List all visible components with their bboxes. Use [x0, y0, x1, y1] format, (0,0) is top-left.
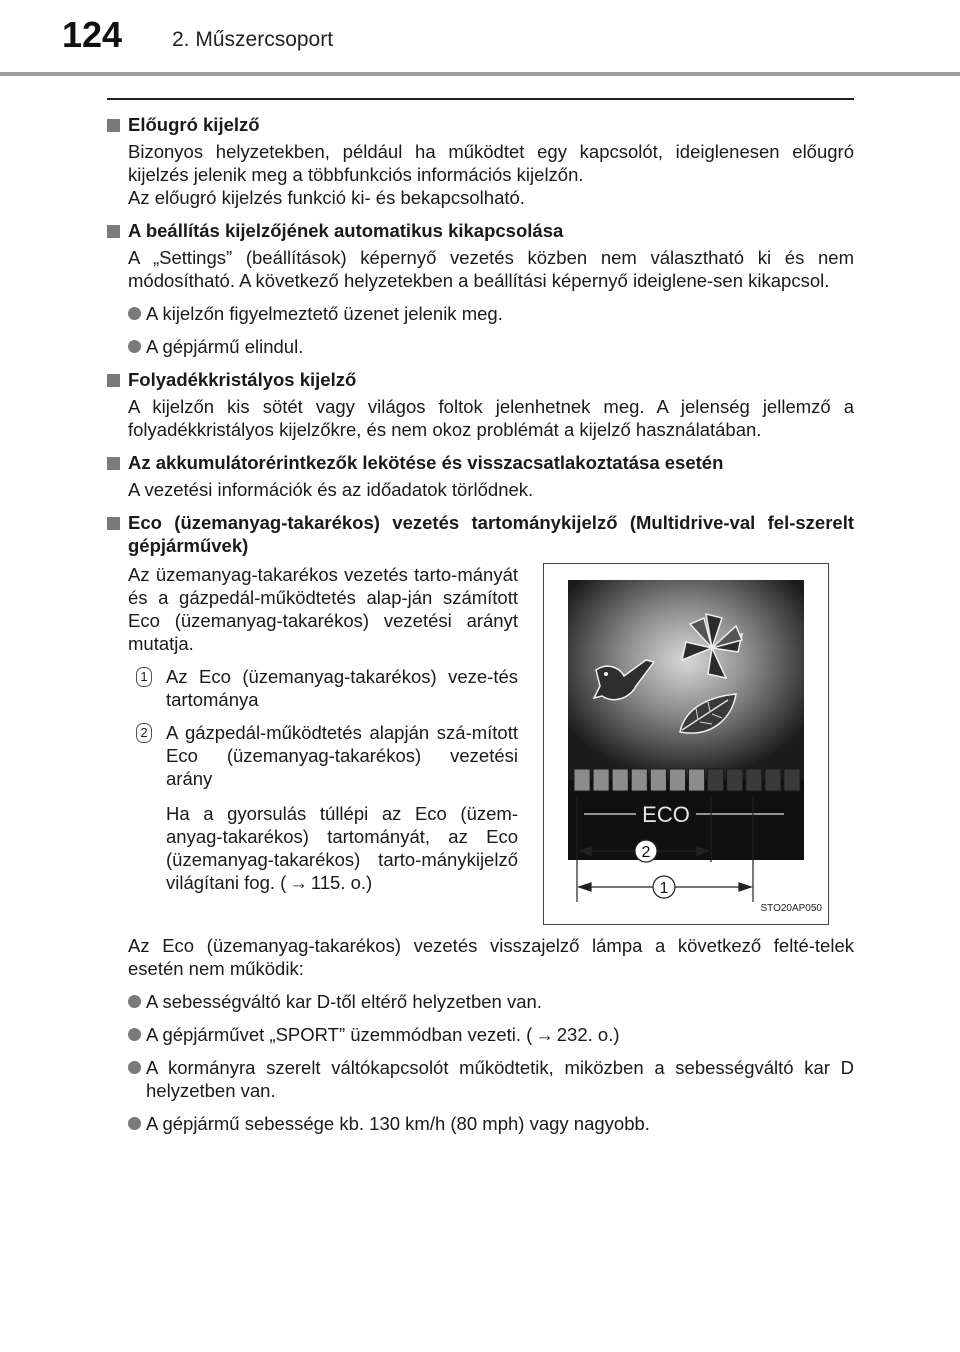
square-bullet-icon — [107, 374, 120, 387]
list-item: A kijelzőn figyelmeztető üzenet jelenik meg. — [107, 302, 854, 325]
arrow-right-icon: → — [535, 1024, 554, 1045]
header-bar — [0, 72, 960, 76]
square-bullet-icon — [107, 457, 120, 470]
eco-segment — [746, 769, 762, 791]
eco-segment — [727, 769, 743, 791]
arrow-right-icon: → — [289, 872, 308, 893]
square-bullet-icon — [107, 225, 120, 238]
numbered-item: 2 A gázpedál-működtetés alapján szá-mított Eco (üzemanyag-takarékos) vezetési arány — [128, 721, 518, 790]
eco-segment — [612, 769, 628, 791]
section-heading: Az akkumulátorérintkezők lekötése és visszacsatlakoztatása esetén — [107, 451, 854, 474]
page-content — [107, 105, 854, 1135]
round-bullet-icon — [128, 1117, 141, 1130]
list-item: A gépjármű elindul. — [107, 335, 854, 358]
eco-display-figure — [543, 563, 829, 925]
round-bullet-icon — [128, 340, 141, 353]
page-header — [0, 0, 960, 80]
round-bullet-icon — [128, 1061, 141, 1074]
section-title: 2. Műszercsoport — [172, 28, 334, 51]
page-number: 124 — [62, 14, 123, 55]
eco-display-label: ECO — [642, 802, 690, 827]
list-item: A sebességváltó kar D-től eltérő helyzetben van. — [107, 990, 854, 1013]
figure-code: STO20AP050 — [760, 903, 822, 914]
section-heading: A beállítás kijelzőjének automatikus kikapcsolása — [107, 219, 854, 242]
eco-segment — [708, 769, 724, 791]
eco-segment — [689, 769, 705, 791]
paragraph: Bizonyos helyzetekben, például ha működtet egy kapcsolót, ideiglenesen előugró kijelzés jelenik meg a többfunkciós információs kijelzőn. — [128, 141, 854, 185]
paragraph: Az Eco (üzemanyag-takarékos) vezetés visszajelző lámpa a következő felté-telek esetén nem működik: — [128, 935, 854, 979]
square-bullet-icon — [107, 119, 120, 132]
eco-display-illustration — [544, 564, 828, 924]
callout-2-label: 2 — [641, 844, 651, 861]
section-heading: Előugró kijelző — [107, 113, 854, 136]
paragraph: Az előugró kijelzés funkció ki- és bekapcsolható. — [128, 187, 525, 208]
eco-block — [107, 563, 854, 928]
list-item: A gépjármű sebessége kb. 130 km/h (80 mph) vagy nagyobb. — [107, 1112, 854, 1135]
paragraph: A vezetési információk és az időadatok törlődnek. — [128, 479, 534, 500]
callout-badge: 2 — [136, 723, 152, 743]
round-bullet-icon — [128, 995, 141, 1008]
eco-note: Ha a gyorsulás túllépi az Eco (üzem-anyag-takarékos) tartományát, az Eco (üzemanyag-takarékos) tarto-mánykijelző világítani fog. ( → 115. o.) — [166, 803, 518, 893]
eco-segment — [574, 769, 590, 791]
eco-segment — [669, 769, 685, 791]
round-bullet-icon — [128, 307, 141, 320]
eco-segment — [650, 769, 666, 791]
callout-1-label: 1 — [659, 880, 669, 897]
section-heading: Folyadékkristályos kijelző — [107, 368, 854, 391]
eco-segment — [593, 769, 609, 791]
paragraph: A „Settings” (beállítások) képernyő vezetés közben nem választható ki és nem módosítható. A következő helyzetekben a beállítási képernyő ideiglene-sen kikapcsol. — [128, 247, 854, 291]
list-item: A gépjárművet „SPORT” üzemmódban vezeti. ( → 232. o.) — [107, 1023, 854, 1046]
eco-segment — [631, 769, 647, 791]
square-bullet-icon — [107, 517, 120, 530]
eco-segment — [765, 769, 781, 791]
section-heading: Eco (üzemanyag-takarékos) vezetés tartománykijelző (Multidrive-val fel-szerelt gépjárművek) — [107, 511, 854, 557]
list-item: A kormányra szerelt váltókapcsolót működtetik, miközben a sebességváltó kar D helyzetben van. — [107, 1056, 854, 1102]
paragraph: Az üzemanyag-takarékos vezetés tarto-mányát és a gázpedál-működtetés alap-ján számított Eco (üzemanyag-takarékos) vezetési arányt mutatja. — [128, 564, 518, 654]
top-rule — [107, 98, 854, 100]
eco-description — [128, 563, 518, 894]
numbered-item: 1 Az Eco (üzemanyag-takarékos) veze-tés tartománya — [128, 665, 518, 711]
eco-segment — [784, 769, 800, 791]
callout-badge: 1 — [136, 667, 152, 687]
round-bullet-icon — [128, 1028, 141, 1041]
paragraph: A kijelzőn kis sötét vagy világos foltok jelenhetnek meg. A jelenség jellemző a folyadékkristályos kijelzőkre, és nem okoz problémát a kijelző használatában. — [128, 396, 854, 440]
